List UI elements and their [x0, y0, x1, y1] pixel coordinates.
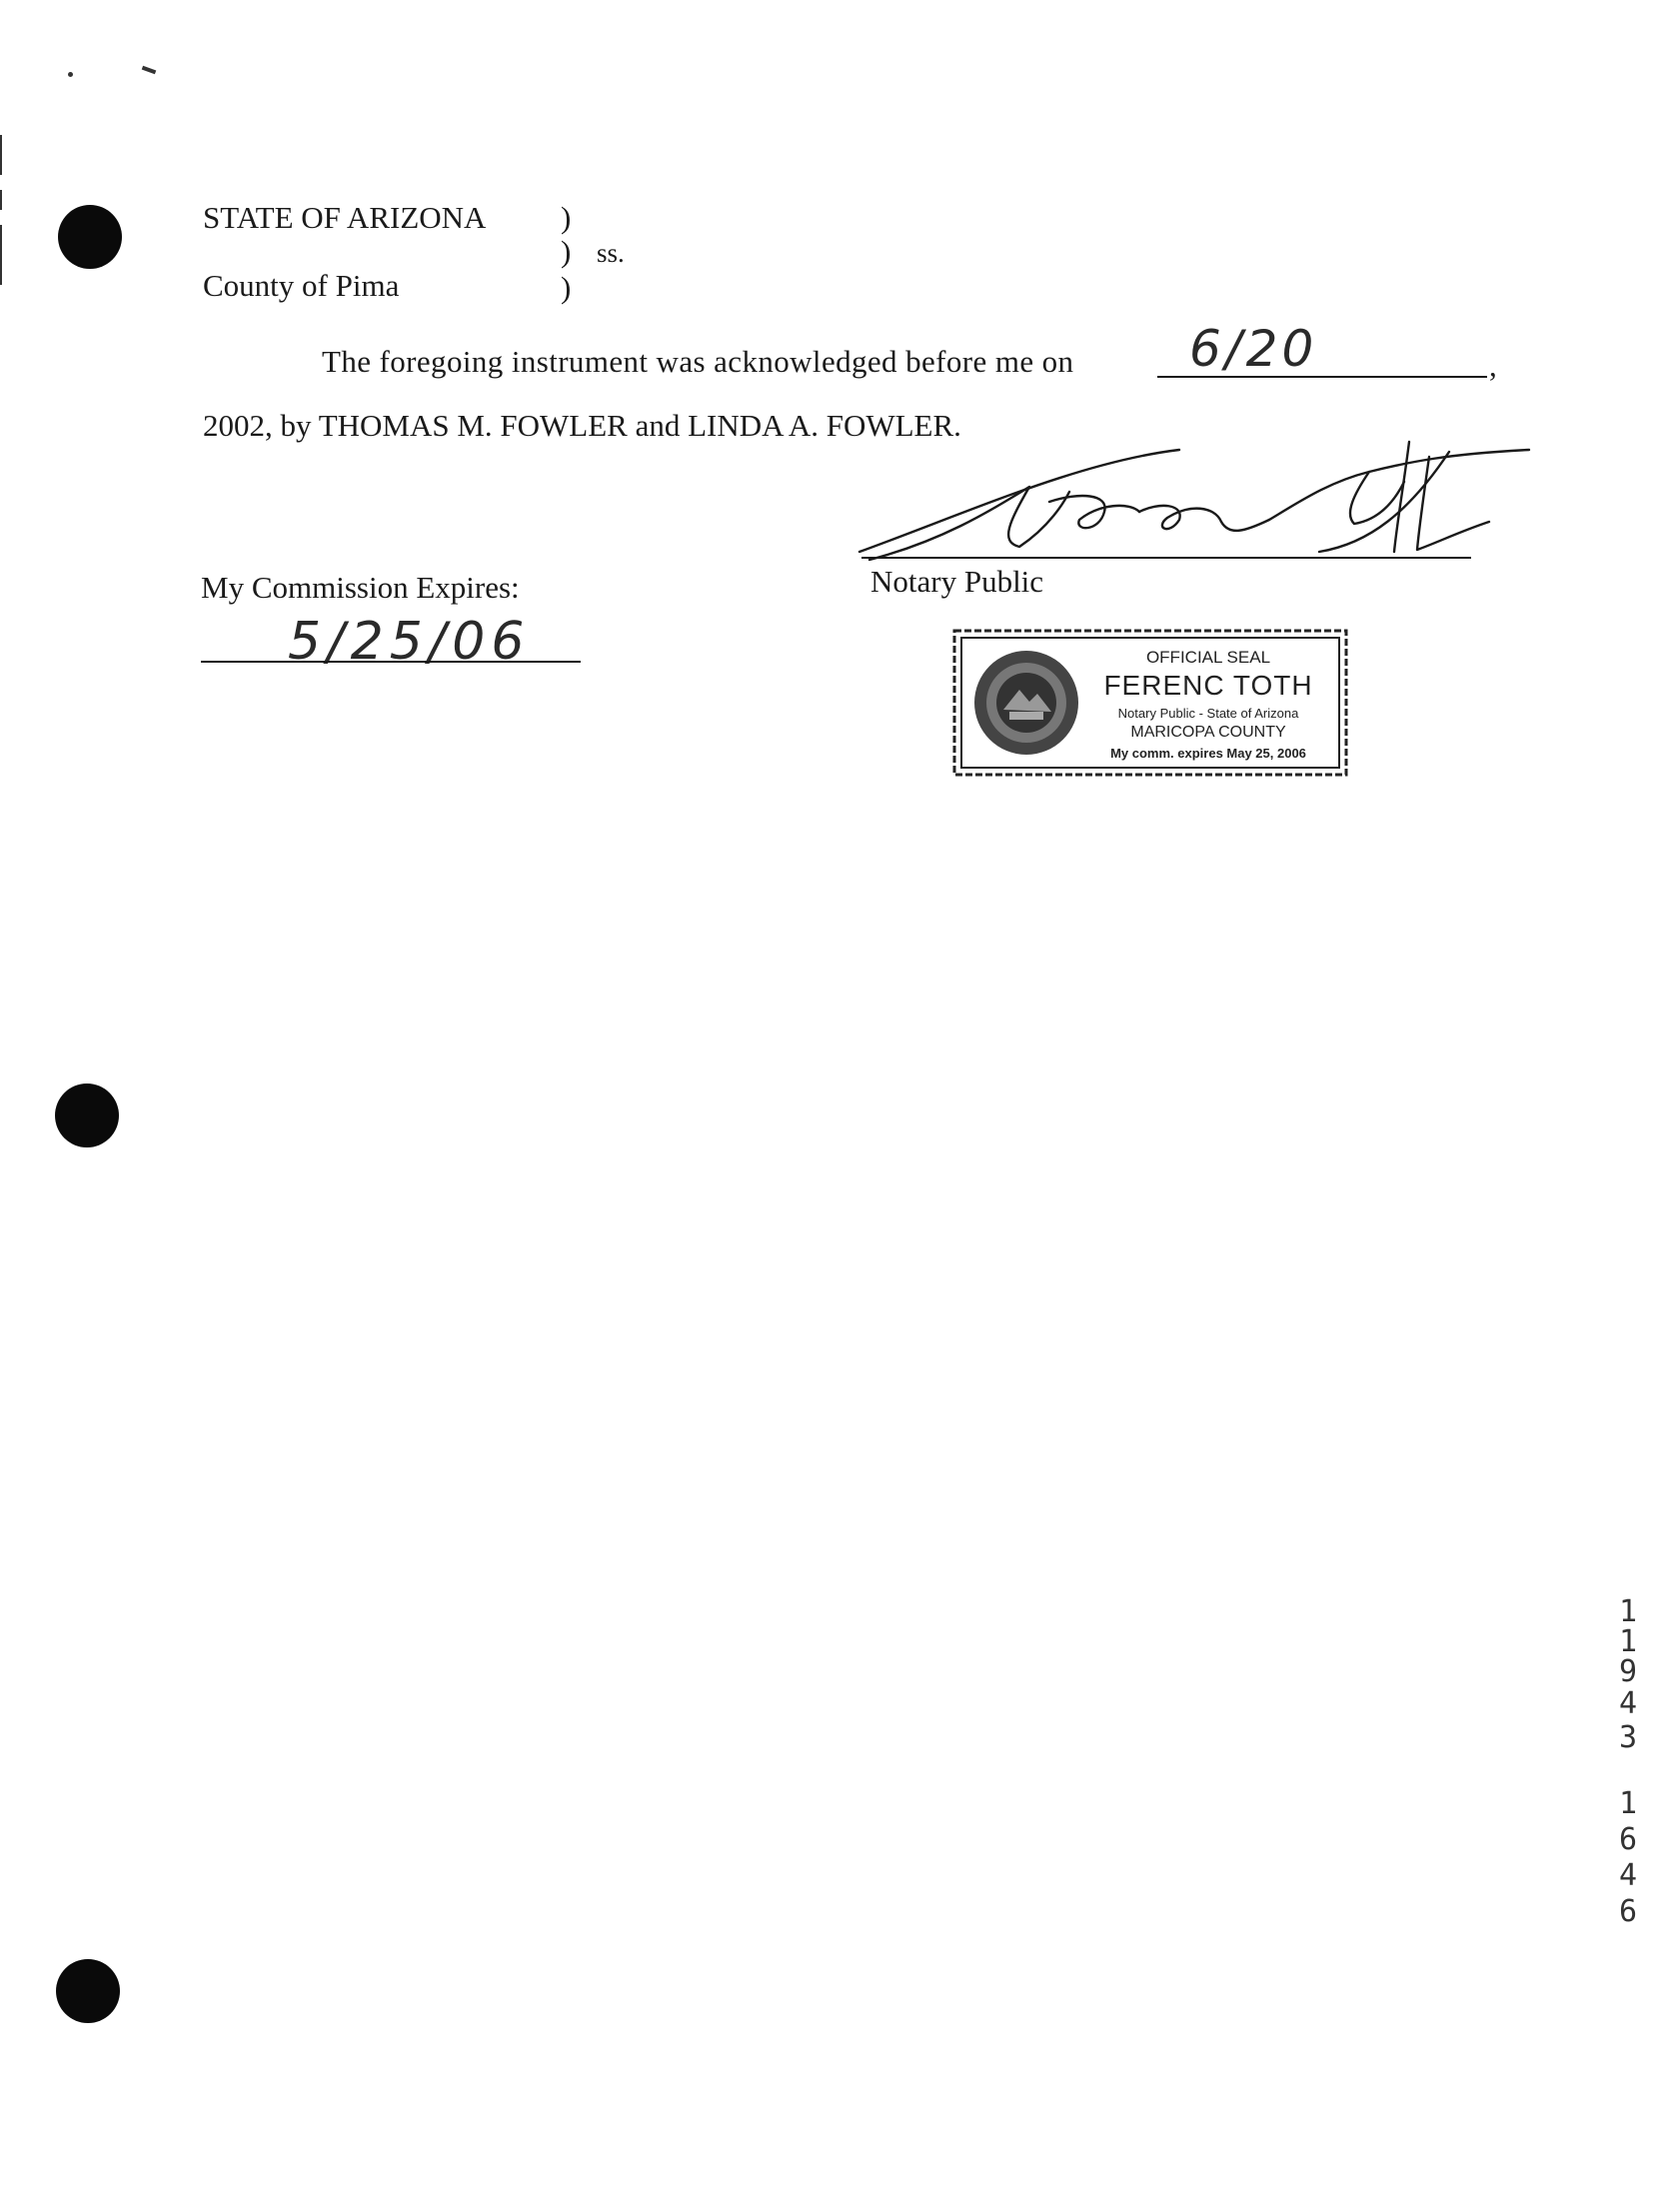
- acknowledgment-text: The foregoing instrument was acknowledged before me on: [322, 344, 1074, 379]
- state-label: STATE OF ARIZONA: [203, 200, 487, 235]
- county-label: County of Pima: [203, 268, 400, 303]
- margin-digit: 1: [1619, 1624, 1638, 1659]
- seal-expires: My comm. expires May 25, 2006: [1110, 746, 1306, 761]
- seal-county: MARICOPA COUNTY: [1130, 724, 1286, 741]
- margin-digit: 6: [1619, 1894, 1638, 1929]
- hole-punch: [58, 205, 122, 269]
- signature-line: [861, 557, 1471, 559]
- scan-edge-mark: [0, 225, 2, 285]
- venue-paren: ): [561, 200, 572, 235]
- ack-comma: ,: [1489, 348, 1497, 383]
- hole-punch: [56, 1959, 120, 2023]
- venue-paren: ): [561, 234, 572, 269]
- scan-speck: [68, 72, 73, 77]
- margin-digit: 3: [1619, 1720, 1638, 1755]
- notary-public-label: Notary Public: [870, 564, 1044, 599]
- seal-title: OFFICIAL SEAL: [1145, 648, 1271, 667]
- margin-digit: 4: [1619, 1686, 1638, 1721]
- notary-signature: [849, 432, 1539, 572]
- parties-line: 2002, by THOMAS M. FOWLER and LINDA A. FOWLER.: [203, 408, 961, 443]
- hole-punch: [55, 1084, 119, 1147]
- scan-speck: [142, 66, 157, 75]
- margin-digit: 4: [1619, 1858, 1638, 1893]
- margin-digit: 1: [1619, 1786, 1638, 1821]
- margin-digit: 9: [1619, 1654, 1638, 1689]
- official-seal-stamp: [951, 628, 1349, 778]
- ss-label: ss.: [597, 238, 625, 268]
- venue-paren: ): [561, 270, 572, 305]
- commission-label: My Commission Expires:: [201, 570, 520, 605]
- margin-digit: 1: [1619, 1594, 1638, 1629]
- margin-digit: 6: [1619, 1822, 1638, 1857]
- seal-name: FERENC TOTH: [1103, 670, 1313, 701]
- commission-date-line: [201, 661, 581, 663]
- scan-edge-mark: [0, 190, 2, 210]
- seal-line-1: Notary Public - State of Arizona: [1117, 706, 1299, 721]
- scan-edge-mark: [0, 135, 2, 175]
- commission-date-handwritten: 5/25/06: [288, 612, 531, 672]
- ack-date-handwritten: 6/20: [1189, 320, 1318, 378]
- state-seal-icon: [971, 648, 1081, 758]
